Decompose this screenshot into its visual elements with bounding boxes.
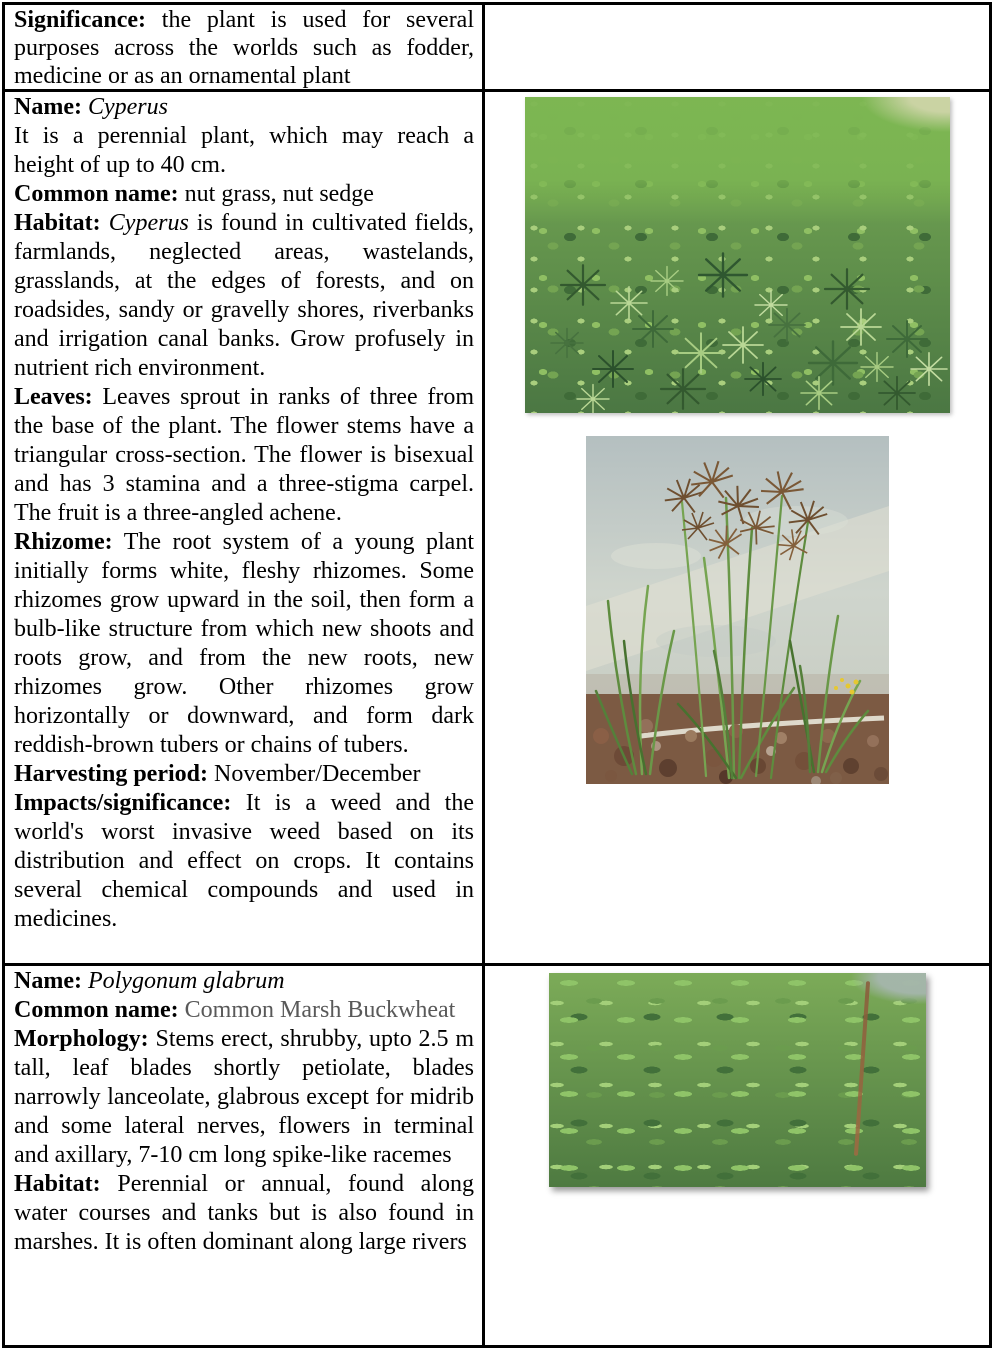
cyperus-harvesting-paragraph: Harvesting period: November/December xyxy=(14,761,421,787)
polygonum-habitat-paragraph: Habitat: Perennial or annual, found along water courses and tanks but is also found in marshes. It is often dominant along large rivers xyxy=(14,1171,474,1255)
cell-polygonum-text xyxy=(5,963,482,1345)
impacts-label: Impacts/significance: xyxy=(14,790,232,816)
polygonum-common-name: Common Marsh Buckwheat xyxy=(178,997,456,1023)
cyperus-species-name: Cyperus xyxy=(81,94,168,120)
cyperus-common-name-paragraph: Common name: nut grass, nut sedge xyxy=(14,181,374,207)
habitat-label: Habitat: xyxy=(14,1171,101,1197)
cyperus-habitat-paragraph: Habitat: Cyperus is found in cultivated fields, farmlands, neglected areas, wastelands, grasslands, at the edges of forests, and on roadsides, sandy or gravelly shores, riverbanks and irrigation canal banks. Grow profusely in nutrient rich environment. xyxy=(14,210,474,381)
cyperus-name-paragraph xyxy=(14,93,474,122)
name-label: Name: xyxy=(14,94,82,120)
cyperus-field-photo-texture xyxy=(525,97,950,413)
cell-significance-media-empty xyxy=(482,5,989,89)
polygonum-common-name-paragraph xyxy=(14,996,474,1025)
cyperus-roadside-photo xyxy=(586,436,889,784)
polygonum-name-paragraph xyxy=(14,967,474,996)
common-name-label: Common name: xyxy=(14,997,179,1023)
leaves-label: Leaves: xyxy=(14,384,93,410)
cyperus-field-photo xyxy=(525,97,950,413)
morphology-label: Morphology: xyxy=(14,1026,149,1052)
harvesting-period-label: Harvesting period: xyxy=(14,761,208,787)
significance-body: the plant is used for several purposes across the worlds such as fodder, medicine or as an ornamental plant xyxy=(14,7,474,89)
cell-cyperus-text xyxy=(5,89,482,963)
common-name-label: Common name: xyxy=(14,181,179,207)
cyperus-impacts-paragraph: Impacts/significance: It is a weed and the world's worst invasive weed based on its distribution and effect on crops. It contains several chemical compounds and used in medicines. xyxy=(14,790,474,932)
cell-significance-text xyxy=(5,5,482,89)
rhizome-label: Rhizome: xyxy=(14,529,113,555)
polygonum-red-stem xyxy=(853,981,869,1156)
cell-cyperus-media xyxy=(482,89,989,963)
cyperus-rhizome-paragraph: Rhizome: The root system of a young plant initially forms white, fleshy rhizomes. Some rhizomes grow upward in the soil, then form a bulb-like structure from which new shoots and roots grow, and from the new roots, new rhizomes grow. Other rhizomes grow horizontally or downward, and form dark reddish-brown tubers or chains of tubers. xyxy=(14,529,474,758)
plant-description-table xyxy=(2,2,992,1348)
cyperus-leaves-paragraph: Leaves: Leaves sprout in ranks of three from the base of the plant. The flower stems have a triangular cross-section. The flower is bisexual and has 3 stamina and a three-stigma carpel. The fruit is a three-angled achene. xyxy=(14,384,474,526)
cyperus-intro-paragraph: It is a perennial plant, which may reach a height of up to 40 cm. xyxy=(14,123,474,178)
polygonum-morphology-paragraph: Morphology: Stems erect, shrubby, upto 2.5 m tall, leaf blades shortly petiolate, blades narrowly lanceolate, glabrous except for midrib and some lateral nerves, flowers in terminal and axillary, 7-10 cm long spike-like racemes xyxy=(14,1026,474,1168)
cell-polygonum-media xyxy=(482,963,989,1345)
significance-label: Significance: xyxy=(14,7,146,33)
polygonum-species-name: Polygonum glabrum xyxy=(81,968,285,994)
name-label: Name: xyxy=(14,968,82,994)
habitat-label: Habitat: xyxy=(14,210,101,236)
polygonum-field-photo xyxy=(549,973,926,1187)
significance-paragraph xyxy=(14,6,474,89)
